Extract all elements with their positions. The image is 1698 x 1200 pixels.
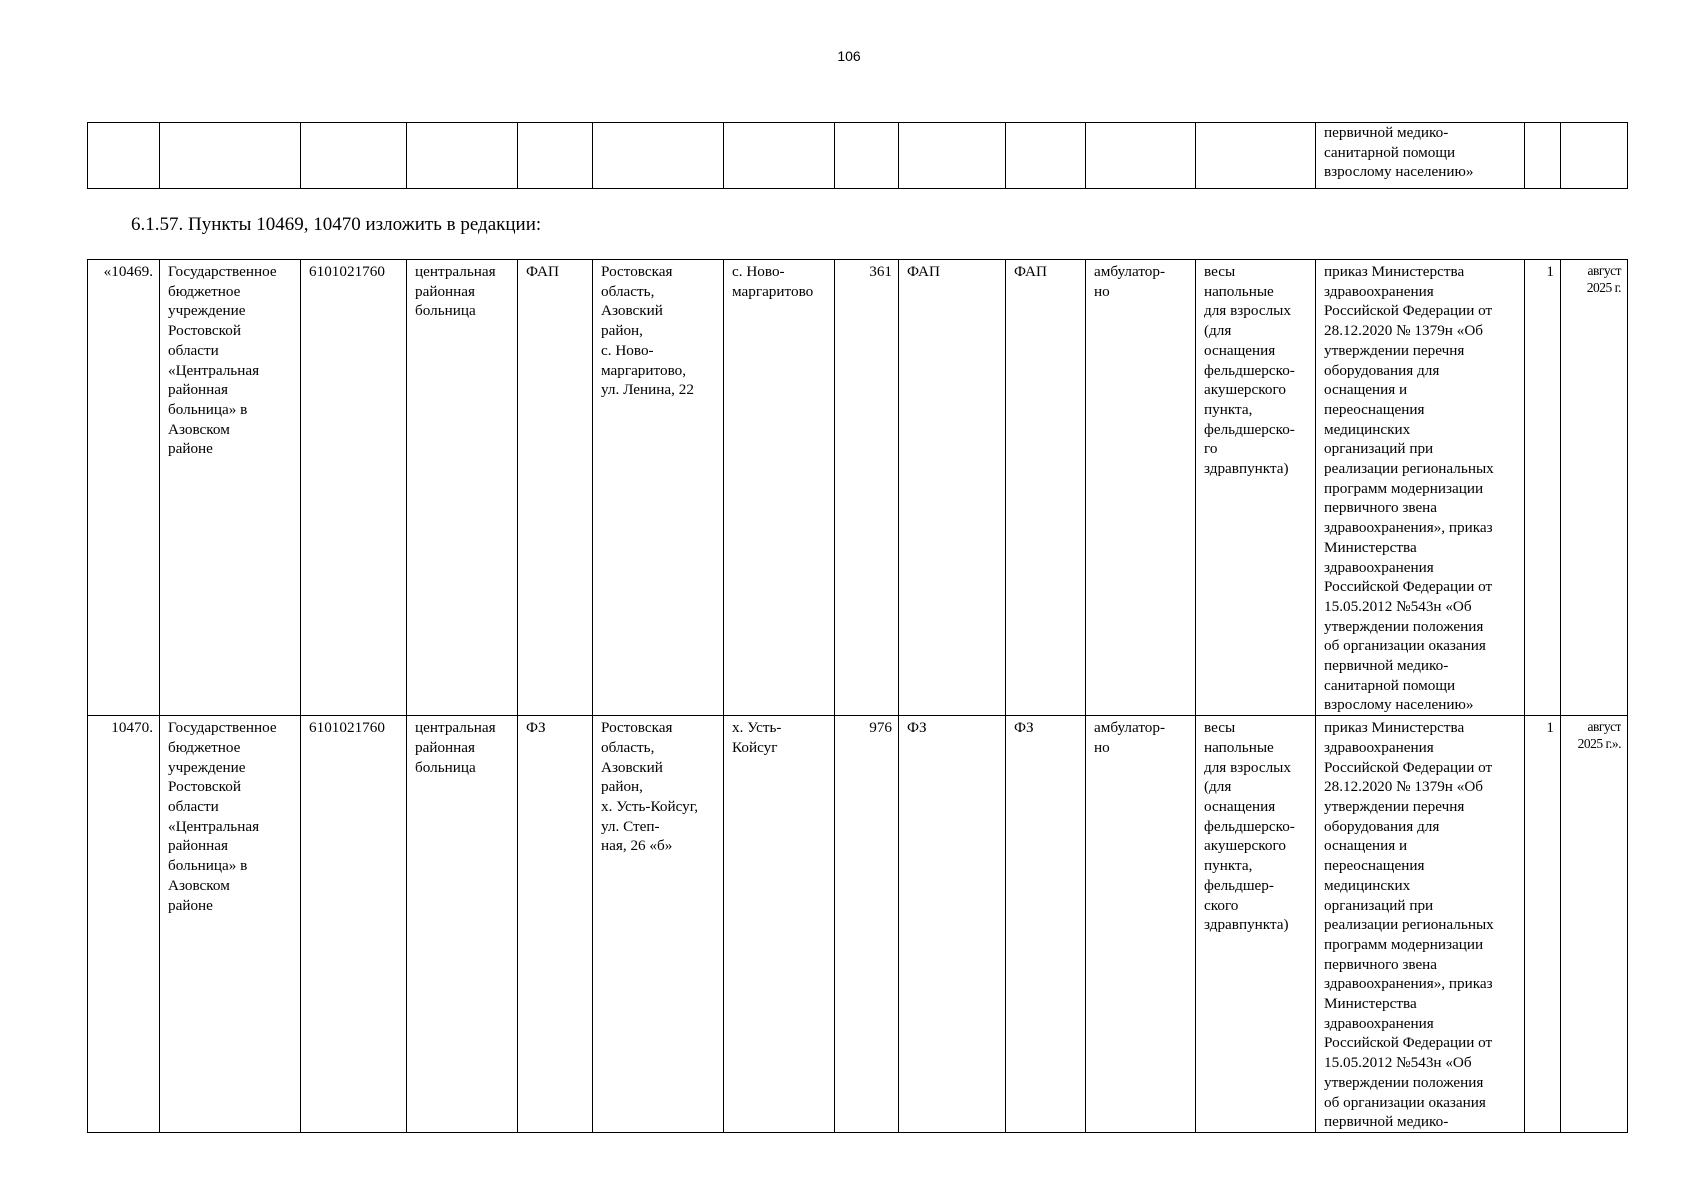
table-cell [160,123,301,189]
table-cell [899,123,1006,189]
amendment-table [87,259,1628,1133]
table-cell [724,123,835,189]
org-type-cell: центральная районная больница [407,260,518,716]
equipment-cell: весы напольные для взрослых (для оснащения фельдшерско- акушерского пункта, фельдшер- ского здравпункта) [1196,716,1316,1133]
inn-cell: 6101021760 [301,260,407,716]
care-type-cell: амбулатор- но [1086,260,1196,716]
quantity-cell: 1 [1525,716,1561,1133]
table-cell [1561,123,1628,189]
organization-cell: Государственное бюджетное учреждение Ростовской области «Центральная районная больница» в Азовском районе [160,716,301,1133]
organization-cell: Государственное бюджетное учреждение Ростовской области «Центральная районная больница» в Азовском районе [160,260,301,716]
table-cell [1086,123,1196,189]
org-type-cell: центральная районная больница [407,716,518,1133]
table-cell [835,123,899,189]
population-cell: 976 [835,716,899,1133]
address-cell: Ростовская область, Азовский район, с. Ново- маргаритово, ул. Ленина, 22 [593,260,724,716]
instruction-text: 6.1.57. Пункты 10469, 10470 изложить в редакции: [131,214,542,235]
unit3-cell: ФЗ [1006,716,1086,1133]
unit-cell: ФАП [518,260,593,716]
population-cell: 361 [835,260,899,716]
address-cell: Ростовская область, Азовский район, х. Усть-Койсуг, ул. Степ- ная, 26 «б» [593,716,724,1133]
settlement-cell: х. Усть- Койсуг [724,716,835,1133]
table-cell [1525,123,1561,189]
table-row [88,260,1628,716]
basis-cell: приказ Министерства здравоохранения Российской Федерации от 28.12.2020 № 1379н «Об утверждении перечня оборудования для оснащения и переоснащения медицинских организаций при реализации региональных программ модернизации первичного звена здравоохранения», приказ Министерства здравоохранения Российской Федерации от 15.05.2012 №543н «Об утверждении положения об организации оказания первичной медико- санитарной помощи взрослому населению» [1316,260,1525,716]
table-cell [518,123,593,189]
table-cell [407,123,518,189]
table-cell [301,123,407,189]
table-row [88,123,1628,189]
quantity-cell: 1 [1525,260,1561,716]
table-row [88,716,1628,1133]
basis-text: первичной медико- санитарной помощи взрослому населению» [1324,124,1474,181]
settlement-cell: с. Ново- маргаритово [724,260,835,716]
care-type-cell: амбулатор- но [1086,716,1196,1133]
table-cell [593,123,724,189]
unit3-cell: ФАП [1006,260,1086,716]
unit2-cell: ФЗ [899,716,1006,1133]
page-number: 106 [837,48,861,64]
inn-cell: 6101021760 [301,716,407,1133]
table-cell [1006,123,1086,189]
table-cell [1316,123,1525,189]
equipment-cell: весы напольные для взрослых (для оснащения фельдшерско- акушерского пункта, фельдшерско- го здравпункта) [1196,260,1316,716]
unit-cell: ФЗ [518,716,593,1133]
row-number: 10470. [88,716,160,1133]
unit2-cell: ФАП [899,260,1006,716]
row-number: «10469. [88,260,160,716]
basis-cell: приказ Министерства здравоохранения Российской Федерации от 28.12.2020 № 1379н «Об утверждении перечня оборудования для оснащения и переоснащения медицинских организаций при реализации региональных программ модернизации первичного звена здравоохранения», приказ Министерства здравоохранения Российской Федерации от 15.05.2012 №543н «Об утверждении положения об организации оказания первичной медико- [1316,716,1525,1133]
date-cell: август 2025 г. [1561,260,1628,716]
table-cell [88,123,160,189]
table-cell [1196,123,1316,189]
continuation-table [87,122,1628,189]
date-cell: август 2025 г.». [1561,716,1628,1133]
